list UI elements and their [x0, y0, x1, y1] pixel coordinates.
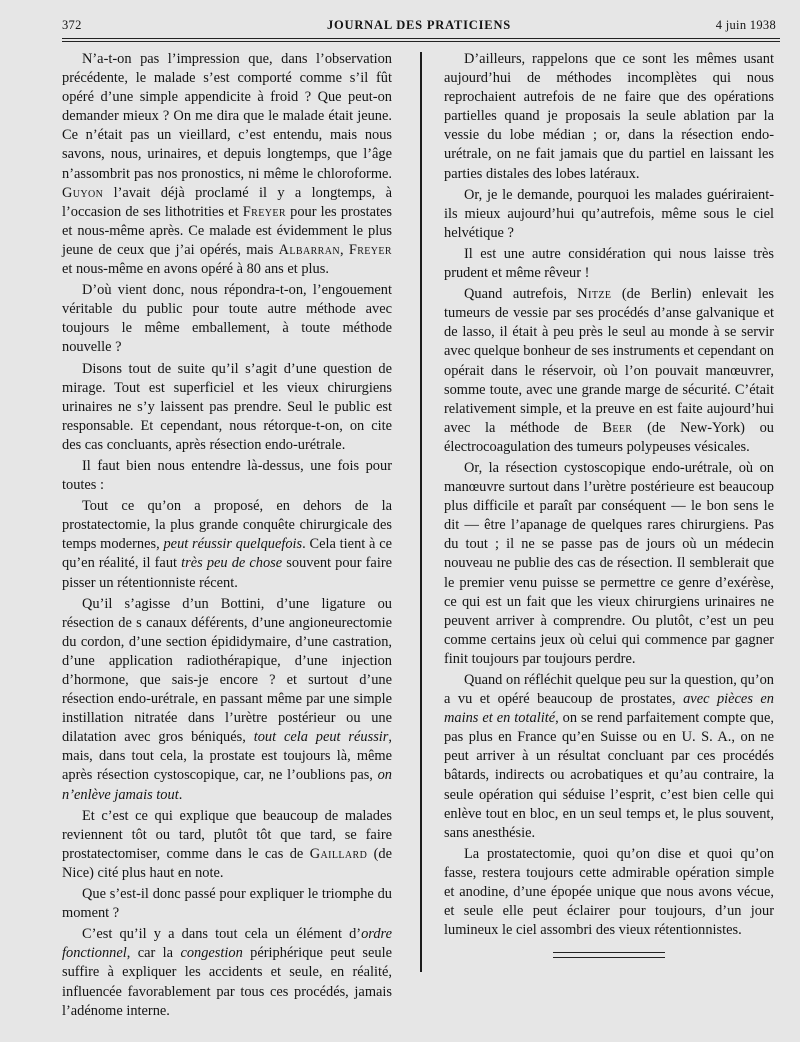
paragraph: D’où vient donc, nous répondra-t-on, l’engouement véritable du public pour toute autre méthode avec toujours le même emballement, à toute méthode nouvelle ? — [62, 282, 392, 356]
emphasis: congestion — [180, 945, 243, 962]
article-end-rule — [553, 952, 665, 958]
text-run: N’a-t-on pas l’impression que, dans l’observation précédente, le malade s’est comporté comme s’il fût opéré d’une simple appendicite à froid ? Que peut-on demander mieux ? On me dira que le malade était jeune. Ce n’était pas un vieillard, c’est entendu, mais nous savons, nous, urinaires, et depuis longtemps, que l’âge n’assombrit pas nos pronostics, ni même le chloroforme. — [62, 51, 392, 182]
text-run: Et c’est ce qui explique que beaucoup de malades reviennent tôt ou tard, plutôt tôt que tard, se faire prostatectomiser, comme dans le cas de — [62, 807, 392, 862]
text-run: , car la — [126, 945, 181, 962]
text-run: souvent pour faire pisser un rétentionniste récent. — [62, 555, 392, 591]
author-name: Gaillard — [309, 845, 368, 862]
emphasis: avec pièces en mains et en totalité — [444, 691, 775, 727]
paragraph: D’ailleurs, rappelons que ce sont les mêmes usant aujourd’hui de méthodes incomplètes qui nous reprochaient autrefois de ne faire que des opérations partielles quand je proposais la seule ablation par la vessie du lobe médian ; or, dans la résection endo-urétrale, on ne fait jamais que du partiel en laissant les parties distales des lobes latéraux. — [444, 51, 774, 182]
paragraph: Il est une autre considération qui nous laisse très prudent et même rêveur ! — [444, 245, 774, 282]
text-run: . Cela tient à ce qu’en réalité, il faut — [62, 536, 392, 572]
text-run: C’est qu’il y a dans tout cela un élément d’ — [82, 926, 362, 943]
emphasis: tout cela peut réussir — [253, 729, 389, 746]
text-run: , mais, dans tout cela, la prostate est toujours là, même après résection cystoscopique, car, ne l’oublions pas, — [62, 729, 393, 784]
paragraph: Que s’est-il donc passé pour expliquer le triomphe du moment ? — [62, 886, 392, 922]
text-run: Quand autrefois, — [464, 286, 578, 303]
text-run: Quand on réfléchit quelque peu sur la question, qu’on a vu et opéré beaucoup de prostates, — [444, 672, 774, 708]
paragraph: Disons tout de suite qu’il s’agit d’une question de mirage. Tout est superficiel et les vieux chirurgiens urinaires ne s’y laissent pas prendre. Seul le public est responsable. Et cependant, nous rétorque-t-on, on cite des cas concluants, après résection endo-urétrale. — [62, 360, 392, 453]
paragraph — [62, 595, 392, 805]
left-column — [62, 50, 392, 1023]
author-name: Beer — [602, 419, 633, 436]
issue-date: 4 juin 1938 — [715, 18, 776, 32]
text-run: pour les prostates et nous-même après. Ce malade est évidemment le plus jeune de ceux que j’ai opérés, mais — [62, 203, 392, 258]
paragraph — [62, 807, 392, 883]
emphasis: ordre fonctionnel — [62, 926, 392, 962]
author-name: Freyer — [348, 241, 392, 258]
text-run: l’avait déjà proclamé il y a longtemps, à l’occasion de ses lithotrities et — [62, 184, 392, 220]
emphasis: peut réussir quelquefois — [163, 536, 303, 553]
author-name: Nitze — [577, 286, 612, 303]
text-run: (de New-York) ou électrocoagulation des tumeurs polypeuses vésicales. — [444, 419, 774, 455]
text-run: . — [178, 786, 183, 803]
paragraph — [444, 285, 774, 457]
right-column — [444, 50, 774, 958]
text-run: Qu’il s’agisse d’un Bottini, d’une ligature ou résection de s canaux déférents, d’une angioneurectomie du cordon, d’une section épididymaire, d’une castration, d’une application radiothérapique, d’une injection d’hormone, que sais-je encore ? et surtout d’une résection endo-urétrale, en passant même par une simple instillation nitratée dans l’urètre postérieur ou une dilatation avec gros béniqués, — [62, 595, 392, 746]
emphasis: très peu de chose — [181, 555, 283, 572]
header-rule-inner — [62, 41, 780, 42]
emphasis: on n’enlève jamais tout — [62, 767, 392, 803]
column-divider — [420, 52, 422, 972]
page-header — [62, 14, 776, 38]
author-name: Freyer — [242, 203, 286, 220]
paragraph — [62, 925, 392, 1020]
paragraph — [62, 50, 392, 279]
author-name: Albarran — [278, 241, 340, 258]
author-name: Guyon — [62, 184, 104, 201]
page-number: 372 — [62, 18, 82, 32]
journal-title: JOURNAL DES PRATICIENS — [326, 18, 512, 32]
text-run: Tout ce qu’on a proposé, en dehors de la prostatectomie, la plus grande conquête chirurgicale des temps modernes, — [62, 498, 392, 553]
text-run: (de Nice) cité plus haut en note. — [62, 845, 392, 881]
paragraph — [62, 497, 392, 592]
text-run: périphérique peut seule suffire à expliquer les accidents et seule, en réalité, influencée favorablement par tous ces procédés, jamais l’adénome interne. — [62, 945, 392, 1019]
paragraph: Il faut bien nous entendre là-dessus, une fois pour toutes : — [62, 457, 392, 494]
text-run: (de Berlin) enlevait les tumeurs de vessie par ses procédés d’anse galvanique et de lasso, il était à peu près le seul au monde à se servir avec quelque bonheur de ses instruments et cependant on opérait dans le réservoir, où l’on pouvait manœuvrer, somme toute, avec une grande marge de sécurité. C’était relativement simple, et la preuve en est faite aujourd’hui avec la méthode de — [444, 286, 774, 436]
text-run: , on se rend parfaitement compte que, pas plus en France qu’en Suisse ou en U. S. A., on ne peut arriver à un résultat concluant par ces procédés bâtards, indirects ou acrobatiques et qu’au contraire, la seule opération qui séduise l’esprit, c’est bien celle qui enlève tout en bloc, en un seul temps et, le plus souvent, sans anesthésie. — [444, 710, 774, 841]
paragraph: La prostatectomie, quoi qu’on dise et quoi qu’on fasse, restera toujours cette admirable opération simple et anodine, d’une épopée unique que nous avons vécue, et seule elle peut éclairer pour toujours, d’un jour lumineux le ciel assombri des vieux rétentionnistes. — [444, 845, 774, 939]
paragraph: Or, je le demande, pourquoi les malades guériraient-ils mieux aujourd’hui qu’autrefois, même sous le ciel helvétique ? — [444, 186, 774, 241]
paragraph: Or, la résection cystoscopique endo-urétrale, où on manœuvre surtout dans l’urètre postérieure est beaucoup plus difficile et paraît par conséquent — le bon sens le dit — être l’apanage de quelques rares chirurgiens. Pas du tout ; il ne se passe pas de jours où un médecin nouveau ne publie des cas de résection. Il semblerait que le premier venu puisse se permettre ce genre d’exérèse, ce qui est un fait que les vieux chirurgiens urinaires ne peuvent arriver à comprendre. Ou plutôt, c’est un peu comme certains jeux où celui qui commence par gagner finit toujours par toujours perdre. — [444, 459, 774, 667]
text-run: et nous-même en avons opéré à 80 ans et plus. — [62, 261, 329, 278]
paragraph — [444, 671, 774, 843]
header-rule — [62, 38, 780, 39]
text-run: , — [340, 241, 349, 258]
